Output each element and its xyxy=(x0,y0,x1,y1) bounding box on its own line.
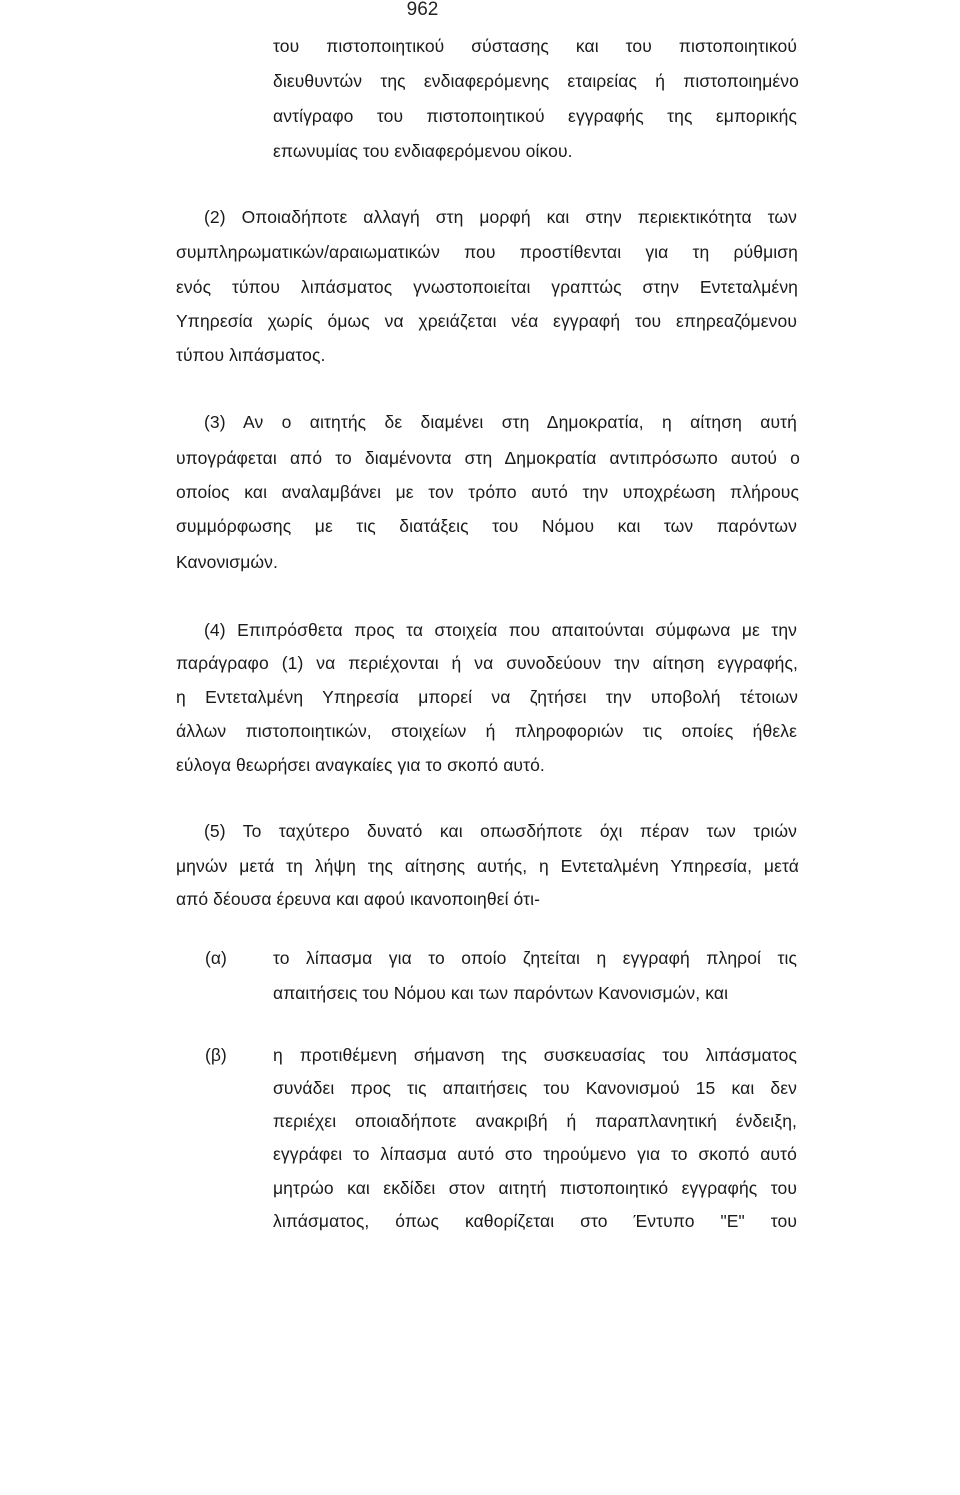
text-line: μηνών μετά τη λήψη της αίτησης αυτής, η Εντεταλμένη Υπηρεσία, μετά xyxy=(176,856,799,876)
text-line: αντίγραφο του πιστοποιητικού εγγραφής της εμπορικής xyxy=(273,106,797,126)
text-line: (3) Αν ο αιτητής δε διαμένει στη Δημοκρατία, η αίτηση αυτή xyxy=(204,412,797,432)
text-line: ενός τύπου λιπάσματος γνωστοποιείται γραπτώς στην Εντεταλμένη xyxy=(176,277,798,297)
text-line: συμμόρφωσης με τις διατάξεις του Νόμου και των παρόντων xyxy=(176,516,797,536)
text-line: απαιτήσεις του Νόμου και των παρόντων Κανονισμών, και xyxy=(273,983,729,1003)
text-line: άλλων πιστοποιητικών, στοιχείων ή πληροφοριών τις οποίες ήθελε xyxy=(176,721,797,741)
text-line: (4) Επιπρόσθετα προς τα στοιχεία που απαιτούνται σύμφωνα με την xyxy=(204,620,797,640)
text-line: (2) Οποιαδήποτε αλλαγή στη μορφή και στην περιεκτικότητα των xyxy=(204,207,797,227)
text-line: οποίος και αναλαμβάνει με τον τρόπο αυτό την υποχρέωση πλήρους xyxy=(176,482,799,502)
text-line: παράγραφο (1) να περιέχονται ή να συνοδεύουν την αίτηση εγγραφής, xyxy=(176,653,798,673)
text-line: υπογράφεται από το διαμένοντα στη Δημοκρατία αντιπρόσωπο αυτού ο xyxy=(176,448,800,468)
text-line: Υπηρεσία χωρίς όμως να χρειάζεται νέα εγγραφή του επηρεαζόμενου xyxy=(176,311,797,331)
text-line: η προτιθέμενη σήμανση της συσκευασίας του λιπάσματος xyxy=(273,1045,797,1065)
text-line: (5) Το ταχύτερο δυνατό και οπωσδήποτε όχι πέραν των τριών xyxy=(204,821,797,841)
text-line: λιπάσματος, όπως καθορίζεται στο Έντυπο "Ε" του xyxy=(273,1211,797,1231)
text-line: μητρώο και εκδίδει στον αιτητή πιστοποιητικό εγγραφής του xyxy=(273,1178,797,1198)
text-line: εύλογα θεωρήσει αναγκαίες για το σκοπό αυτό. xyxy=(176,755,545,775)
text-line: συμπληρωματικών/αραιωματικών που προστίθενται για τη ρύθμιση xyxy=(176,242,798,262)
text-line: διευθυντών της ενδιαφερόμενης εταιρείας ή πιστοποιημένο xyxy=(273,71,799,91)
text-line: Κανονισμών. xyxy=(176,552,278,572)
text-line: επωνυμίας του ενδιαφερόμενου οίκου. xyxy=(273,141,573,161)
text-line: του πιστοποιητικού σύστασης και του πιστοποιητικού xyxy=(273,36,797,56)
text-line: η Εντεταλμένη Υπηρεσία μπορεί να ζητήσει την υποβολή τέτοιων xyxy=(176,687,798,707)
item-label: (β) xyxy=(205,1045,227,1065)
text-line: περιέχει οποιαδήποτε ανακριβή ή παραπλανητική ένδειξη, xyxy=(273,1111,797,1131)
text-line: το λίπασμα για το οποίο ζητείται η εγγραφή πληροί τις xyxy=(273,948,797,968)
text-line: συνάδει προς τις απαιτήσεις του Κανονισμού 15 και δεν xyxy=(273,1078,797,1098)
text-line: εγγράφει το λίπασμα αυτό στο τηρούμενο για το σκοπό αυτό xyxy=(273,1144,797,1164)
text-line: από δέουσα έρευνα και αφού ικανοποιηθεί ότι- xyxy=(176,889,541,909)
text-line: τύπου λιπάσματος. xyxy=(176,345,326,365)
page-number: 962 xyxy=(406,0,439,20)
item-label: (α) xyxy=(205,948,227,968)
